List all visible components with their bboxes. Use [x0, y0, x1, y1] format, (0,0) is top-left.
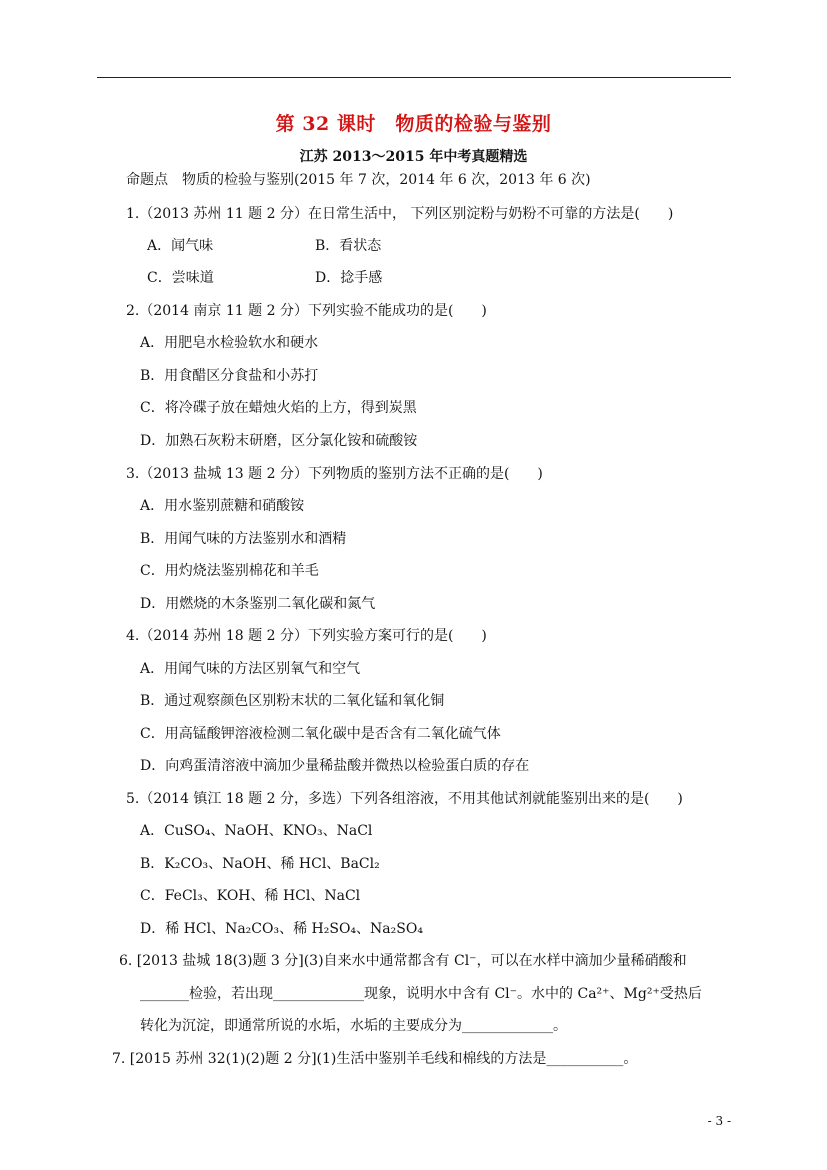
question-2-option-a: A．用肥皂水检验软水和硬水 [140, 335, 319, 351]
question-7-stem: 7. [2015 苏州 32(1)(2)题 2 分](1)生活中鉴别羊毛线和棉线的方法是___________。 [112, 1051, 638, 1067]
question-6-line-3: 转化为沉淀，即通常所说的水垢，水垢的主要成分为_____________。 [140, 1018, 567, 1034]
question-2-option-b: B．用食醋区分食盐和小苏打 [140, 368, 319, 384]
question-3-option-d: D．用燃烧的木条鉴别二氧化碳和氮气 [140, 596, 376, 612]
question-3-option-c: C．用灼烧法鉴别棉花和羊毛 [140, 563, 319, 579]
question-5-option-c: C．FeCl₃、KOH、稀 HCl、NaCl [140, 888, 361, 904]
topic-line: 命题点 物质的检验与鉴别(2015 年 7 次，2014 年 6 次，2013 年 6 次) [126, 172, 591, 188]
question-1-option-d: D．捻手感 [315, 270, 383, 286]
question-3-option-b: B．用闻气味的方法鉴别水和酒精 [140, 531, 347, 547]
question-5-option-d: D．稀 HCl、Na₂CO₃、稀 H₂SO₄、Na₂SO₄ [140, 921, 423, 937]
question-4-option-d: D．向鸡蛋清溶液中滴加少量稀盐酸并微热以检验蛋白质的存在 [140, 758, 530, 774]
question-2-stem: 2.（2014 南京 11 题 2 分）下列实验不能成功的是( ) [126, 303, 487, 319]
header-rule [97, 77, 731, 78]
question-4-option-c: C．用高锰酸钾溶液检测二氧化碳中是否含有二氧化硫气体 [140, 726, 501, 742]
question-5-option-b: B．K₂CO₃、NaOH、稀 HCl、BaCl₂ [140, 856, 380, 872]
question-4-option-b: B．通过观察颜色区别粉末状的二氧化锰和氧化铜 [140, 693, 445, 709]
question-5-option-a: A．CuSO₄、NaOH、KNO₃、NaCl [140, 823, 373, 839]
section-subtitle: 江苏 2013～2015 年中考真题精选 [299, 149, 528, 165]
question-1-option-a: A．闻气味 [147, 238, 214, 254]
question-6-line-1: 6. [2013 盐城 18(3)题 3 分](3)自来水中通常都含有 Cl⁻，可以在水样中滴加少量稀硝酸和 [119, 953, 687, 969]
question-1-option-b: B．看状态 [315, 238, 382, 254]
question-3-stem: 3.（2013 盐城 13 题 2 分）下列物质的鉴别方法不正确的是( ) [126, 466, 543, 482]
question-2-option-c: C．将冷碟子放在蜡烛火焰的上方，得到炭黑 [140, 400, 417, 416]
question-1-stem: 1.（2013 苏州 11 题 2 分）在日常生活中， 下列区别淀粉与奶粉不可靠的方法是( ) [126, 206, 674, 222]
question-5-stem: 5.（2014 镇江 18 题 2 分，多选）下列各组溶液，不用其他试剂就能鉴别出来的是( ) [126, 791, 683, 807]
page-number: - 3 - [707, 1114, 731, 1128]
lesson-title: 第 32 课时 物质的检验与鉴别 [275, 113, 552, 135]
question-4-stem: 4.（2014 苏州 18 题 2 分）下列实验方案可行的是( ) [126, 628, 487, 644]
question-3-option-a: A．用水鉴别蔗糖和硝酸铵 [140, 498, 305, 514]
question-4-option-a: A．用闻气味的方法区别氧气和空气 [140, 661, 361, 677]
question-6-line-2: _______检验，若出现_____________现象，说明水中含有 Cl⁻。水中的 Ca²⁺、Mg²⁺受热后 [140, 986, 702, 1002]
question-2-option-d: D．加熟石灰粉末研磨，区分氯化铵和硫酸铵 [140, 433, 418, 449]
question-1-option-c: C．尝味道 [147, 270, 214, 286]
